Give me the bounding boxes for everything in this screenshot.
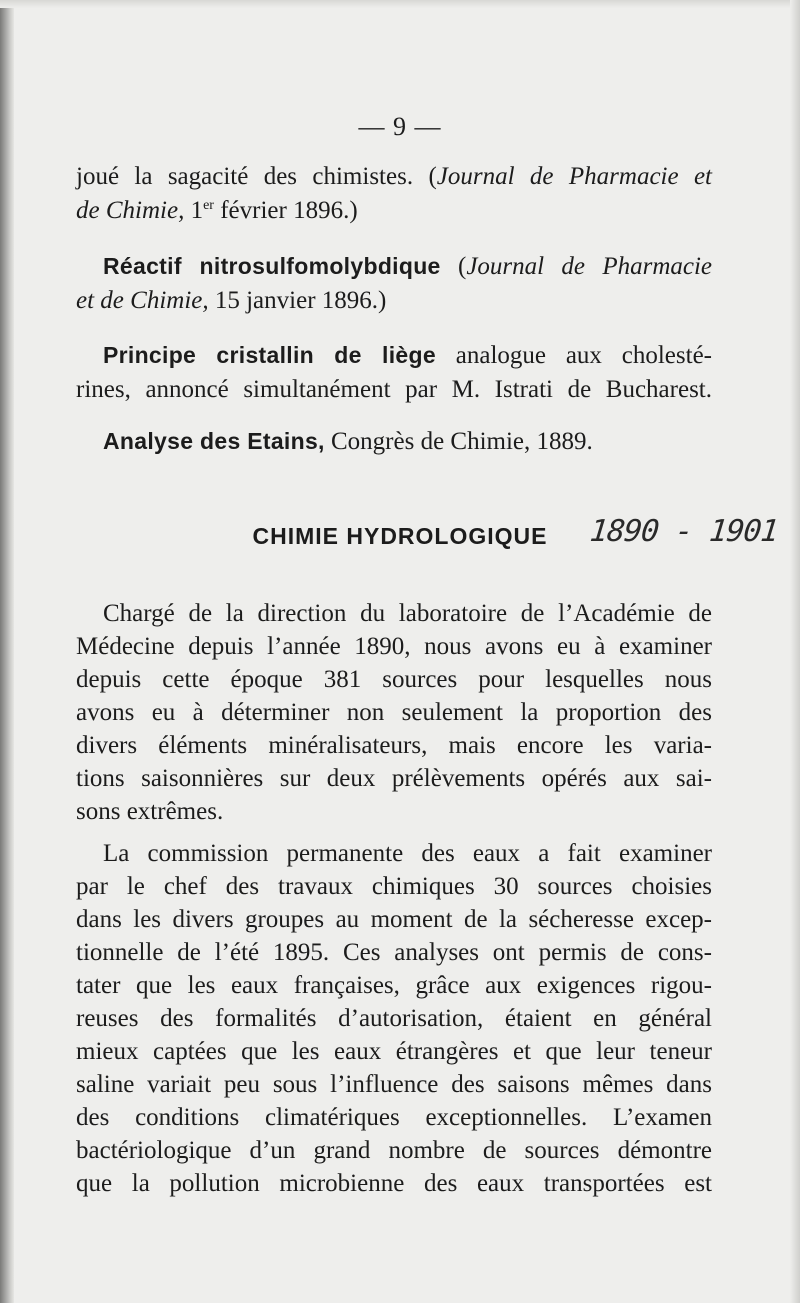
block3-line2: rines, annoncé simultanément par M. Istrati de Bucharest. [76,376,712,403]
entry-title: Analyse des Etains, [103,428,325,454]
paragraph2-line: que la pollution microbienne des eaux transportées est [76,1170,712,1197]
paragraph2-line: des conditions climatériques exceptionnelles. L’examen [76,1104,712,1131]
paragraph2-line: reuses des formalités d’autorisation, étaient en général [76,1005,712,1032]
page-shadow-right [790,0,800,1303]
page-shadow-top [0,0,800,8]
paragraph2-line: dans les divers groupes au moment de la sécheresse excep- [76,906,712,933]
block1-line2: de Chimie, 1er février 1896.) [76,197,358,224]
entry-title: Principe cristallin de liège [103,342,436,368]
block2-line1: Réactif nitrosulfomolybdique (Journal de Pharmacie [103,253,713,280]
journal-title-cont: de Chimie, [76,197,185,224]
paragraph2-line: tater que les eaux françaises, grâce aux exigences rigou- [76,972,712,999]
paragraph1-line: divers éléments minéralisateurs, mais encore les varia- [76,732,712,759]
page-shadow-left [0,0,14,1303]
section-heading: CHIMIE HYDROLOGIQUE [252,523,548,549]
journal-title: Journal de Pharmacie et [436,163,712,190]
paragraph2-line: bactériologique d’un grand nombre de sources démontre [76,1137,712,1164]
block2-line2: et de Chimie, 15 janvier 1896.) [76,287,387,314]
page-number: — 9 — [358,112,442,141]
paragraph1-line: Médecine depuis l’année 1890, nous avons eu à examiner [76,633,712,660]
paragraph2-line: tionnelle de l’été 1895. Ces analyses ont permis de cons- [76,939,712,966]
paragraph1-line: sons extrêmes. [76,798,224,825]
paragraph2-line: La commission permanente des eaux a fait examiner [103,840,712,867]
paragraph2-line: par le chef des travaux chimiques 30 sources choisies [76,873,712,900]
handwritten-annotation: 1890 - 1901 [588,514,780,549]
paragraph1-line: Chargé de la direction du laboratoire de l’Académie de [103,600,712,627]
paragraph2-line: saline variait peu sous l’influence des saisons mêmes dans [76,1071,712,1098]
block4-line: Analyse des Etains, Congrès de Chimie, 1889. [103,428,593,455]
paragraph1-line: depuis cette époque 381 sources pour lesquelles nous [76,666,712,693]
block3-line1: Principe cristallin de liège analogue aux cholesté- [103,342,712,369]
paragraph2-line: mieux captées que les eaux étrangères et que leur teneur [76,1038,712,1065]
entry-title: Réactif nitrosulfomolybdique [103,253,441,279]
block1-line1: joué la sagacité des chimistes. (Journal de Pharmacie et [76,163,712,190]
paragraph1-line: tions saisonnières sur deux prélèvements opérés aux sai- [76,765,712,792]
paragraph1-line: avons eu à déterminer non seulement la proportion des [76,699,712,726]
